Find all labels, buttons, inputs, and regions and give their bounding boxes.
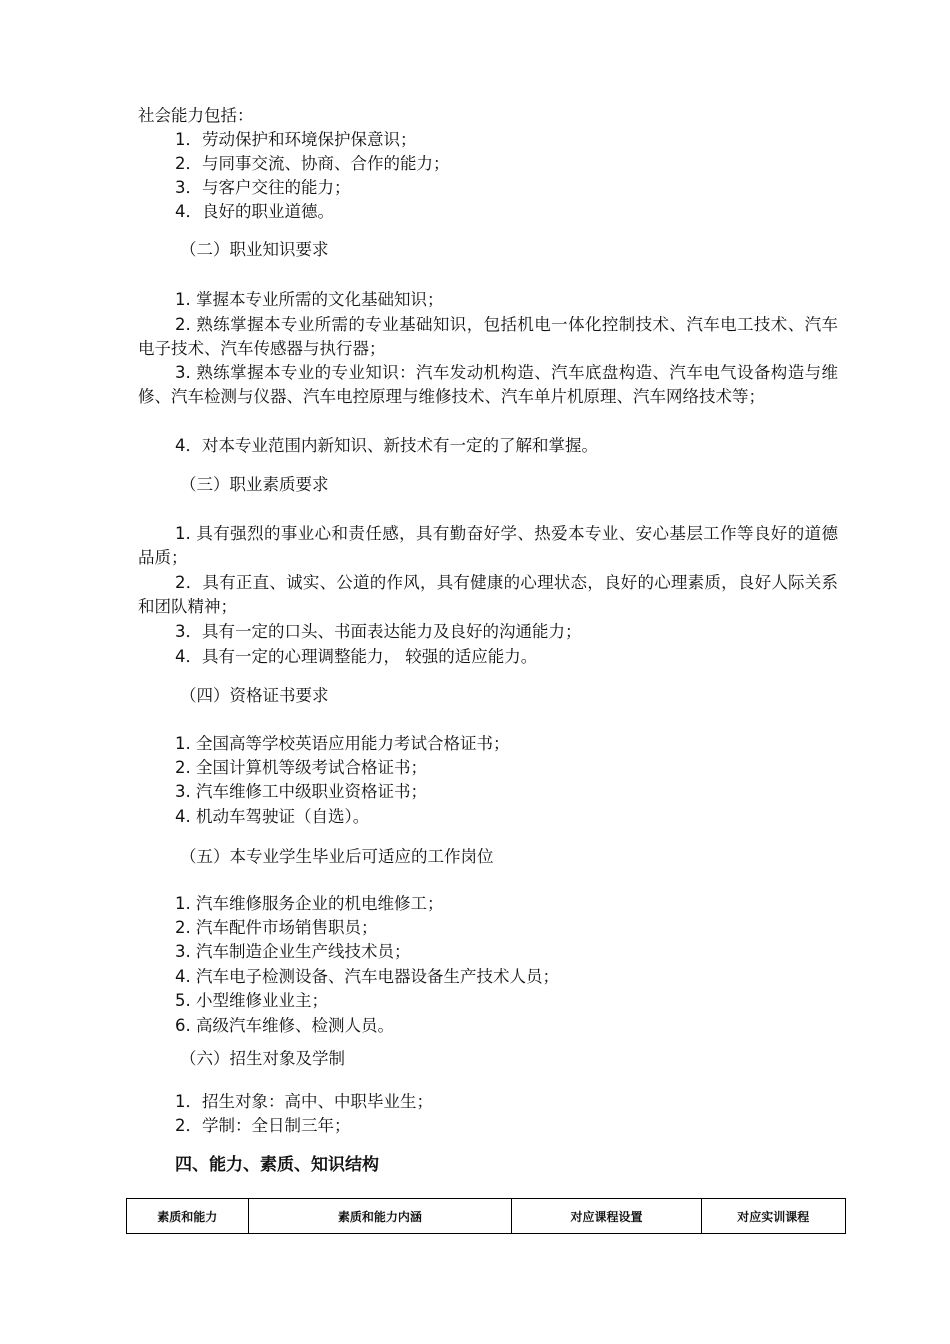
list-item: 1．招生对象：高中、中职毕业生； [175, 1092, 433, 1111]
list-item: 4. 汽车电子检测设备、汽车电器设备生产技术人员； [175, 967, 559, 986]
table-header-row [127, 1199, 846, 1234]
list-item: 4．具有一定的心理调整能力， 较强的适应能力。 [175, 647, 538, 666]
list-item: 1. 掌握本专业所需的文化基础知识； [175, 290, 444, 309]
list-item: 2．与同事交流、协商、合作的能力； [175, 154, 450, 173]
list-item: 3．与客户交往的能力； [175, 178, 351, 197]
table-header-cell: 素质和能力 [127, 1199, 249, 1234]
list-item: 3. 汽车制造企业生产线技术员； [175, 942, 411, 961]
list-item: 4．良好的职业道德。 [175, 202, 334, 221]
list-item: 1. 全国高等学校英语应用能力考试合格证书； [175, 734, 510, 753]
section-heading-enroll: （六）招生对象及学制 [180, 1049, 345, 1068]
list-item: 1. 汽车维修服务企业的机电维修工； [175, 894, 444, 913]
list-item: 3. 汽车维修工中级职业资格证书； [175, 782, 427, 801]
list-item: 4. 机动车驾驶证（自选）。 [175, 807, 370, 826]
list-item: 3．具有一定的口头、书面表达能力及良好的沟通能力； [175, 622, 582, 641]
social-intro: 社会能力包括： [138, 106, 254, 125]
list-item: 5. 小型维修业业主； [175, 991, 328, 1010]
section-heading-quality: （三）职业素质要求 [180, 475, 329, 494]
list-item: 1. 具有强烈的事业心和责任感，具有勤奋好学、热爱本专业、安心基层工作等良好的道德品质； [138, 524, 838, 567]
table-header-cell: 对应课程设置 [512, 1199, 701, 1234]
list-item: 2．学制：全日制三年； [175, 1116, 351, 1135]
table-header-cell: 素质和能力内涵 [248, 1199, 512, 1234]
list-item: 2. 全国计算机等级考试合格证书； [175, 758, 427, 777]
list-item: 1．劳动保护和环境保护保意识； [175, 130, 417, 149]
table-header-cell: 对应实训课程 [701, 1199, 845, 1234]
section-heading-jobs: （五）本专业学生毕业后可适应的工作岗位 [180, 847, 494, 866]
list-item: 2．具有正直、诚实、公道的作风，具有健康的心理状态，良好的心理素质，良好人际关系和团队精神； [138, 573, 838, 616]
list-item: 4．对本专业范围内新知识、新技术有一定的了解和掌握。 [175, 436, 598, 455]
list-item: 3. 熟练掌握本专业的专业知识：汽车发动机构造、汽车底盘构造、汽车电气设备构造与维修、汽车检测与仪器、汽车电控原理与维修技术、汽车单片机原理、汽车网络技术等； [138, 363, 838, 406]
section-heading-knowledge: （二）职业知识要求 [180, 240, 329, 259]
list-item: 2. 汽车配件市场销售职员； [175, 918, 378, 937]
list-item: 2. 熟练掌握本专业所需的专业基础知识，包括机电一体化控制技术、汽车电工技术、汽车电子技术、汽车传感器与执行器； [138, 315, 838, 358]
structure-table [126, 1198, 846, 1234]
section-heading-certs: （四）资格证书要求 [180, 686, 329, 705]
section-title-structure: 四、能力、素质、知识结构 [175, 1155, 379, 1175]
list-item: 6. 高级汽车维修、检测人员。 [175, 1016, 394, 1035]
